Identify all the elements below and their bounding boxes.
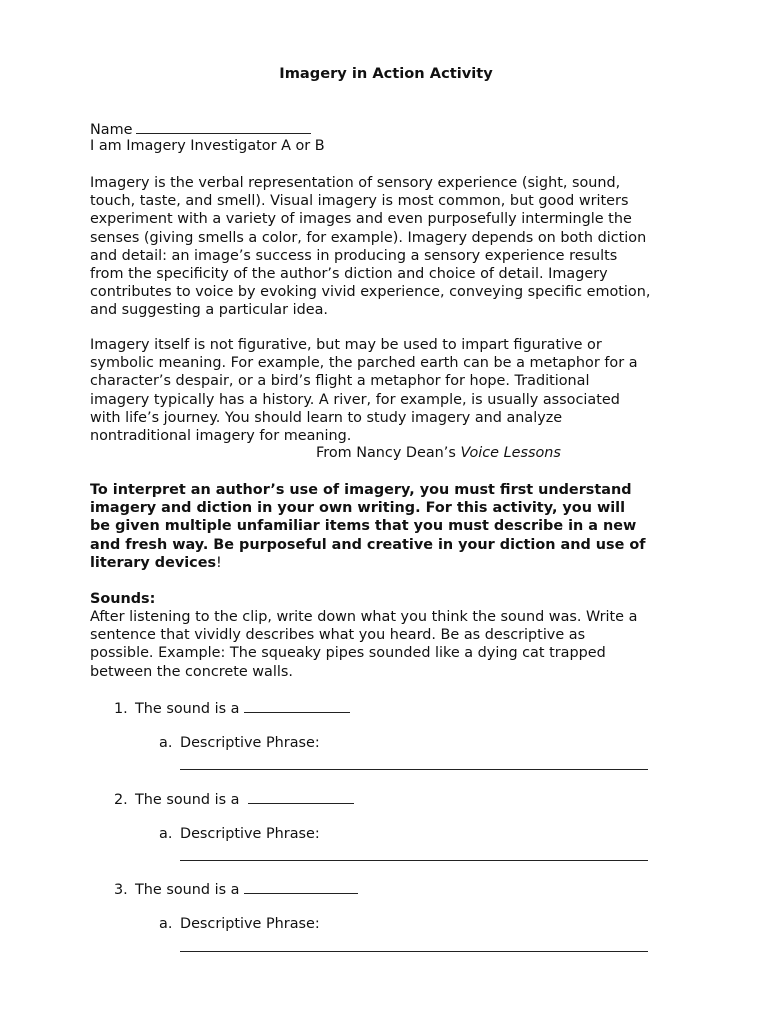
sounds-line: sentence that vividly describes what you heard. Be as descriptive as [90,627,586,644]
paragraph-line: and detail: an image’s success in producing a sensory experience results [90,247,618,264]
instructions-line [90,554,690,572]
sound-item-2 [114,789,354,809]
paragraph-line: contributes to voice by evoking vivid experience, conveying specific emotion, [90,284,651,301]
paragraph-line: touch, taste, and smell). Visual imagery is most common, but good writers [90,193,629,210]
item-number: 3. [114,882,128,898]
instructions-line: be given multiple unfamiliar items that you must describe in a new [90,518,637,535]
paragraph-line: experiment with a variety of images and even purposefully intermingle the [90,211,632,228]
sub-label: Descriptive Phrase: [180,735,320,751]
sound-answer-blank-2[interactable] [248,789,354,804]
descriptive-phrase-3 [159,915,320,933]
sounds-instructions [90,608,690,681]
sub-label: Descriptive Phrase: [180,826,320,842]
sub-label: Descriptive Phrase: [180,916,320,932]
name-field[interactable] [136,119,311,134]
name-label: Name [90,122,133,138]
paragraph-line: imagery typically has a history. A river, for example, is usually associated [90,391,620,408]
paragraph-line: with life’s journey. You should learn to study imagery and analyze [90,409,563,426]
sounds-heading: Sounds: [90,591,156,607]
sub-number: a. [159,916,173,932]
paragraph-imagery-figurative [90,336,690,445]
sounds-line: possible. Example: The squeaky pipes sounded like a dying cat trapped [90,645,606,662]
instructions-line: imagery and diction in your own writing. For this activity, you will [90,500,626,517]
source-title: Voice Lessons [460,445,561,461]
paragraph-line: from the specificity of the author’s diction and choice of detail. Imagery [90,266,608,283]
paragraph-line: and suggesting a particular idea. [90,302,328,319]
item-label: The sound is a [135,701,240,717]
instructions-line: and fresh way. Be purposeful and creative in your diction and use of [90,536,646,553]
descriptive-answer-line-3[interactable] [180,951,648,952]
sound-answer-blank-3[interactable] [244,879,358,894]
descriptive-answer-line-1[interactable] [180,769,648,770]
paragraph-line: Imagery itself is not figurative, but may be used to impart figurative or [90,337,602,353]
paragraph-line: Imagery is the verbal representation of sensory experience (sight, sound, [90,175,621,191]
descriptive-phrase-1 [159,734,320,752]
instructions-exclaim: ! [216,554,222,571]
instructions [90,481,690,572]
sub-number: a. [159,735,173,751]
descriptive-phrase-2 [159,825,320,843]
item-label: The sound is a [135,882,240,898]
paragraph-line: character’s despair, or a bird’s flight a metaphor for hope. Traditional [90,373,590,390]
descriptive-answer-line-2[interactable] [180,860,648,861]
instructions-emphasis: literary devices [90,554,217,571]
sounds-line: After listening to the clip, write down what you think the sound was. Write a [90,609,638,625]
item-number: 1. [114,701,128,717]
item-number: 2. [114,792,128,808]
sound-answer-blank-1[interactable] [244,698,350,713]
item-label: The sound is a [135,792,240,808]
paragraph-line: senses (giving smells a color, for example). Imagery depends on both diction [90,229,647,246]
paragraph-line: nontraditional imagery for meaning. [90,428,352,445]
paragraph-imagery-definition [90,174,690,320]
instructions-line: To interpret an author’s use of imagery, you must first understand [90,482,632,498]
sub-number: a. [159,826,173,842]
paragraph-line: symbolic meaning. For example, the parched earth can be a metaphor for a [90,355,638,372]
source-citation [316,444,561,462]
sound-item-3 [114,879,358,899]
sounds-line: between the concrete walls. [90,663,293,680]
sound-item-1 [114,698,350,718]
source-prefix: From Nancy Dean’s [316,445,461,461]
investigator-line: I am Imagery Investigator A or B [90,138,325,154]
page-title: Imagery in Action Activity [279,65,493,82]
